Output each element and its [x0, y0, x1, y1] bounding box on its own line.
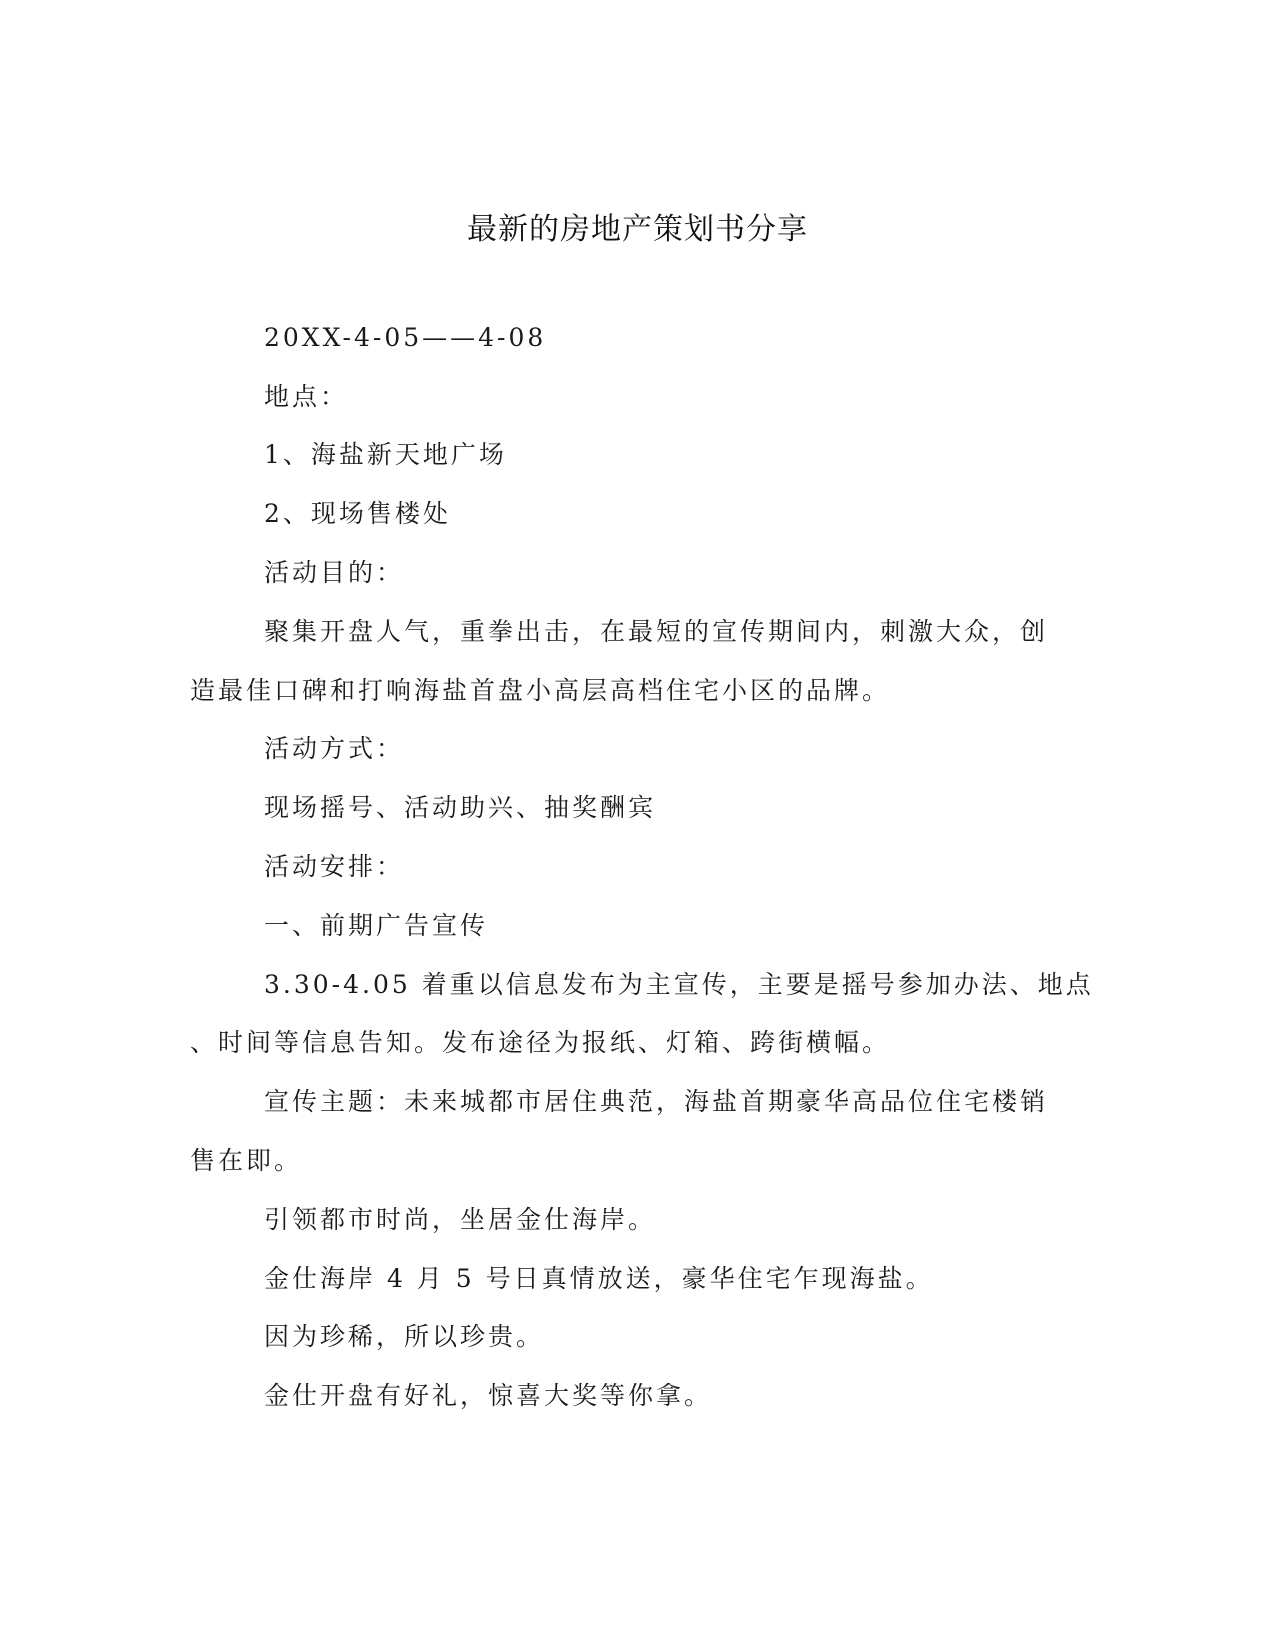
slogan-line-4: 金仕开盘有好礼，惊喜大奖等你拿。	[264, 1381, 713, 1410]
advertising-text-line-2: 、时间等信息告知。发布途径为报纸、灯箱、跨街横幅。	[190, 1028, 891, 1057]
theme-text-line-1: 宣传主题：未来城都市居住典范，海盐首期豪华高品位住宅楼销	[264, 1087, 1049, 1116]
slogan-line-1: 引领都市时尚，坐居金仕海岸。	[264, 1205, 657, 1234]
advertising-text-line-1: 3.30-4.05 着重以信息发布为主宣传，主要是摇号参加办法、地点	[264, 970, 1094, 999]
method-heading: 活动方式：	[264, 734, 405, 763]
date-range-line: 20XX-4-05——4-08	[264, 323, 547, 352]
location-item-1: 1、海盐新天地广场	[264, 440, 507, 469]
location-item-2: 2、现场售楼处	[264, 499, 451, 528]
purpose-text-line-2: 造最佳口碑和打响海盐首盘小高层高档住宅小区的品牌。	[190, 676, 891, 705]
slogan-line-2: 金仕海岸 4 月 5 号日真情放送，豪华住宅乍现海盐。	[264, 1264, 934, 1293]
location-heading: 地点：	[264, 382, 349, 411]
theme-text-line-2: 售在即。	[190, 1146, 303, 1175]
slogan-line-3: 因为珍稀，所以珍贵。	[264, 1322, 545, 1351]
section-heading-advertising: 一、前期广告宣传	[264, 911, 489, 940]
arrangement-heading: 活动安排：	[264, 852, 405, 881]
page-title: 最新的房地产策划书分享	[467, 212, 808, 247]
purpose-text-line-1: 聚集开盘人气，重拳出击，在最短的宣传期间内，刺激大众，创	[264, 617, 1049, 646]
purpose-heading: 活动目的：	[264, 558, 405, 587]
method-text: 现场摇号、活动助兴、抽奖酬宾	[264, 793, 657, 822]
